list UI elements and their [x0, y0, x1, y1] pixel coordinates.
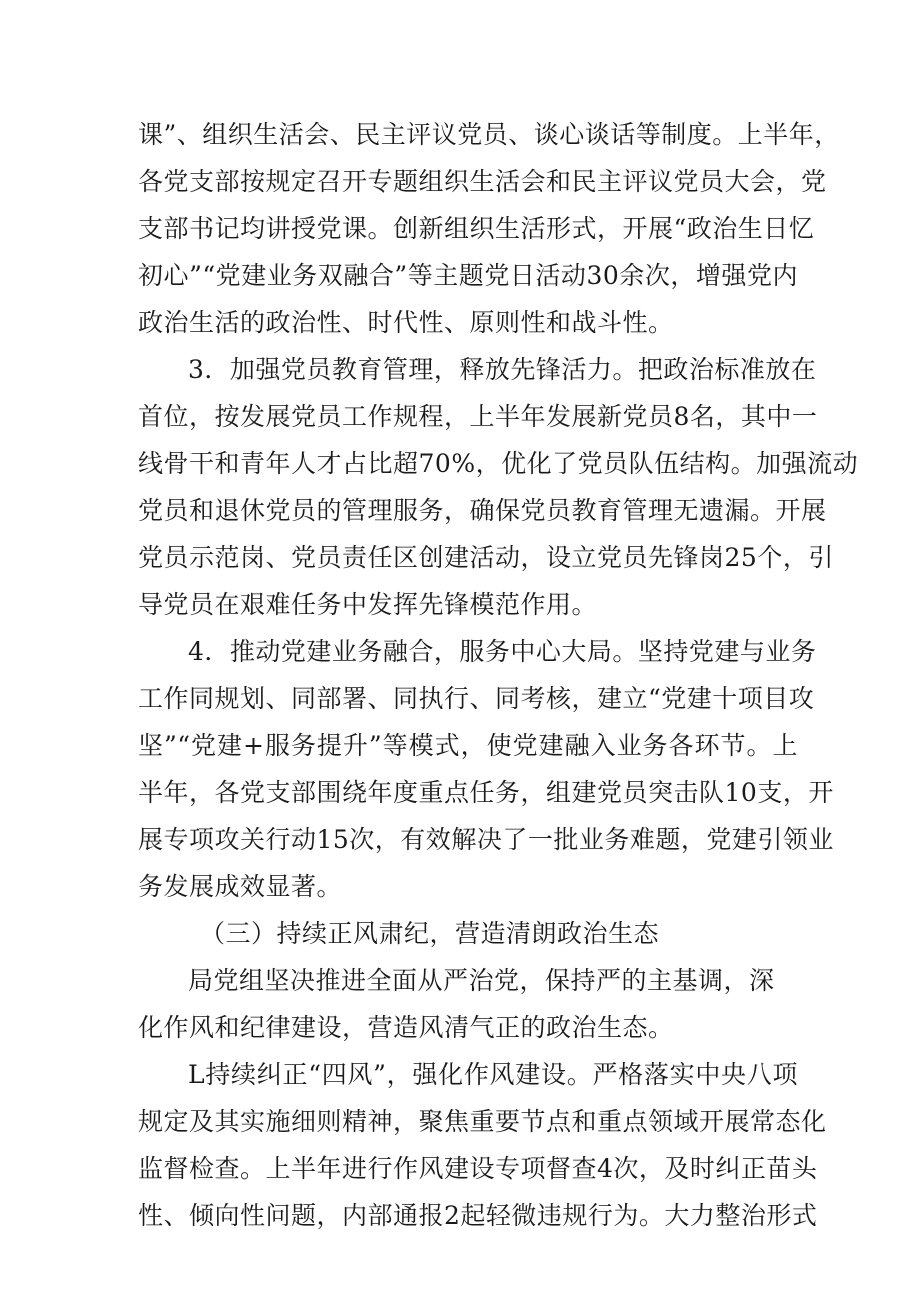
text-line: 监督检查。上半年进行作风建设专项督查4次，及时纠正苗头	[138, 1154, 818, 1183]
text-line: 支部书记均讲授党课。创新组织生活形式，开展“政治生日忆	[138, 214, 815, 243]
text-line: 半年，各党支部围绕年度重点任务，组建党员突击队10支，开	[138, 778, 834, 807]
text-line: 局党组坚决推进全面从严治党，保持严的主基调，深	[188, 966, 775, 995]
section-heading: （三）持续正风肃纪，营造清朗政治生态	[200, 919, 660, 948]
text-line: 化作风和纪律建设，营造风清气正的政治生态。	[138, 1013, 674, 1042]
text-line: 各党支部按规定召开专题组织生活会和民主评议党员大会，党	[138, 167, 827, 196]
text-line: 导党员在艰难任务中发挥先锋模范作用。	[138, 590, 598, 619]
item-4-first-line: 4．推动党建业务融合，服务中心大局。坚持党建与业务	[188, 637, 817, 666]
text-line: 工作同规划、同部署、同执行、同考核，建立“党建十项目攻	[138, 684, 815, 713]
item-3-first-line: 3．加强党员教育管理，释放先锋活力。把政治标准放在	[188, 355, 817, 384]
text-line: 务发展成效显著。	[138, 872, 343, 901]
text-line: 坚”“党建+服务提升”等模式，使党建融入业务各环节。上	[138, 731, 798, 760]
text-line: 课”、组织生活会、民主评议党员、谈心谈话等制度。上半年，	[138, 120, 840, 149]
text-line: 性、倾向性问题，内部通报2起轻微违规行为。大力整治形式	[138, 1201, 818, 1230]
text-line: 规定及其实施细则精神，聚焦重要节点和重点领域开展常态化	[138, 1107, 827, 1136]
text-line: 初心”“党建业务双融合”等主题党日活动30余次，增强党内	[138, 261, 798, 290]
text-line: 展专项攻关行动15次，有效解决了一批业务难题，党建引领业	[138, 825, 834, 854]
item-1-first-line: L持续纠正“四风”，强化作风建设。严格落实中央八项	[188, 1060, 798, 1089]
text-line: 党员和退休党员的管理服务，确保党员教育管理无遗漏。开展	[138, 496, 827, 525]
text-line: 首位，按发展党员工作规程，上半年发展新党员8名，其中一	[138, 402, 818, 431]
text-line: 党员示范岗、党员责任区创建活动，设立党员先锋岗25个，引	[138, 543, 834, 572]
text-line: 线骨干和青年人才占比超70%，优化了党员队伍结构。加强流动	[138, 449, 859, 478]
text-line: 政治生活的政治性、时代性、原则性和战斗性。	[138, 308, 674, 337]
